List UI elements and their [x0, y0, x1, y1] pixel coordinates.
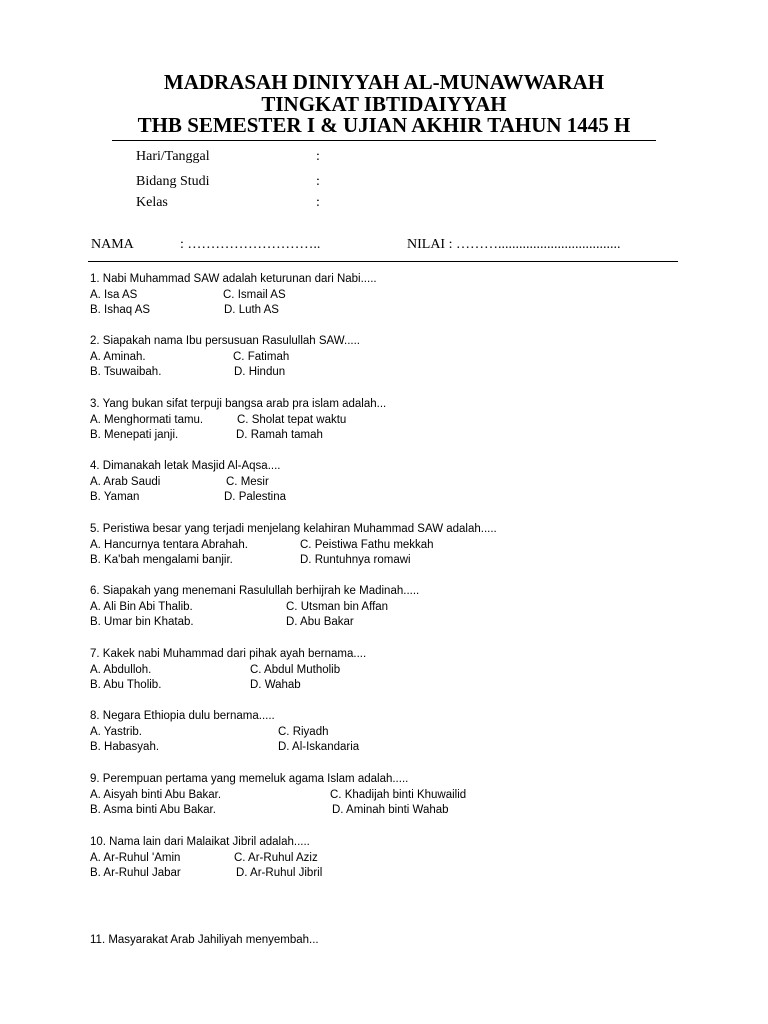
- question-text: 7. Kakek nabi Muhammad dari pihak ayah bernama....: [90, 648, 367, 660]
- option-b: B. Tsuwaibah.: [90, 366, 162, 378]
- option-b: B. Ishaq AS: [90, 304, 151, 316]
- option-c: C. Khadijah binti Khuwailid: [330, 788, 467, 801]
- question-text: 5. Peristiwa besar yang terjadi menjelang kelahiran Muhammad SAW adalah.....: [90, 523, 497, 535]
- option-a: A. Yastrib.: [90, 725, 142, 738]
- option-c: C. Peistiwa Fathu mekkah: [300, 538, 434, 551]
- option-b: B. Habasyah.: [90, 741, 160, 753]
- option-d: D. Al-Iskandaria: [278, 741, 360, 753]
- option-a: A. Arab Saudi: [90, 475, 161, 488]
- class-label: Kelas: [136, 195, 168, 210]
- option-a: A. Aminah.: [90, 350, 146, 363]
- option-d: D. Aminah binti Wahab: [332, 804, 449, 816]
- option-c: C. Ismail AS: [223, 288, 286, 301]
- date-colon: :: [316, 149, 320, 164]
- option-d: D. Abu Bakar: [286, 616, 354, 628]
- question-text: 11. Masyarakat Arab Jahiliyah menyembah...: [90, 934, 319, 946]
- option-a: A. Hancurnya tentara Abrahah.: [90, 538, 248, 551]
- option-d: D. Ramah tamah: [236, 429, 323, 441]
- option-c: C. Sholat tepat waktu: [237, 413, 347, 426]
- option-b: B. Ar-Ruhul Jabar: [90, 867, 181, 879]
- name-field: : ………………………..: [180, 237, 321, 252]
- subject-label: Bidang Studi: [136, 174, 210, 189]
- exam-title: [0, 72, 768, 137]
- option-a: A. Ali Bin Abi Thalib.: [90, 600, 193, 613]
- option-c: C. Mesir: [226, 475, 269, 488]
- option-b: B. Menepati janji.: [90, 429, 179, 441]
- option-c: C. Abdul Mutholib: [250, 663, 341, 676]
- subject-colon: :: [316, 174, 320, 189]
- question-text: 1. Nabi Muhammad SAW adalah keturunan dari Nabi.....: [90, 273, 377, 285]
- question-text: 4. Dimanakah letak Masjid Al-Aqsa....: [90, 460, 281, 472]
- option-d: D. Luth AS: [224, 304, 279, 316]
- level-name: TINGKAT IBTIDAIYYAH: [261, 91, 507, 116]
- option-c: C. Riyadh: [278, 725, 329, 738]
- option-d: D. Runtuhnya romawi: [300, 554, 411, 566]
- option-c: C. Utsman bin Affan: [286, 600, 389, 613]
- option-b: B. Ka'bah mengalami banjir.: [90, 554, 233, 566]
- question-text: 8. Negara Ethiopia dulu bernama.....: [90, 710, 275, 722]
- option-a: A. Aisyah binti Abu Bakar.: [90, 788, 222, 801]
- option-d: D. Hindun: [234, 366, 286, 378]
- option-b: B. Yaman: [90, 491, 140, 503]
- question-text: 3. Yang bukan sifat terpuji bangsa arab pra islam adalah...: [90, 398, 387, 410]
- question-text: 2. Siapakah nama Ibu persusuan Rasulullah SAW.....: [90, 335, 360, 347]
- name-label: NAMA: [91, 237, 134, 252]
- header-divider: [112, 140, 656, 141]
- exam-name: THB SEMESTER I & UJIAN AKHIR TAHUN 1445 H: [137, 113, 631, 137]
- date-label: Hari/Tanggal: [136, 149, 210, 164]
- option-d: D. Wahab: [250, 679, 301, 691]
- option-a: A. Isa AS: [90, 288, 138, 301]
- score-field: NILAI : ………...................................: [407, 237, 621, 252]
- option-b: B. Asma binti Abu Bakar.: [90, 804, 216, 816]
- school-name: MADRASAH DINIYYAH AL-MUNAWWARAH: [163, 70, 605, 94]
- option-a: A. Menghormati tamu.: [90, 413, 204, 426]
- identity-divider: [88, 261, 678, 262]
- option-a: A. Abdulloh.: [90, 663, 152, 676]
- option-c: C. Fatimah: [233, 350, 290, 363]
- option-b: B. Umar bin Khatab.: [90, 616, 194, 628]
- question-text: 6. Siapakah yang menemani Rasulullah berhijrah ke Madinah.....: [90, 585, 420, 597]
- option-d: D. Palestina: [224, 491, 287, 503]
- option-a: A. Ar-Ruhul 'Amin: [90, 851, 181, 864]
- option-d: D. Ar-Ruhul Jibril: [236, 867, 323, 879]
- class-colon: :: [316, 195, 320, 210]
- option-c: C. Ar-Ruhul Aziz: [234, 851, 318, 864]
- question-text: 9. Perempuan pertama yang memeluk agama Islam adalah.....: [90, 773, 409, 785]
- question-text: 10. Nama lain dari Malaikat Jibril adalah.....: [90, 836, 310, 848]
- identity-row: [91, 237, 671, 255]
- option-b: B. Abu Tholib.: [90, 679, 162, 691]
